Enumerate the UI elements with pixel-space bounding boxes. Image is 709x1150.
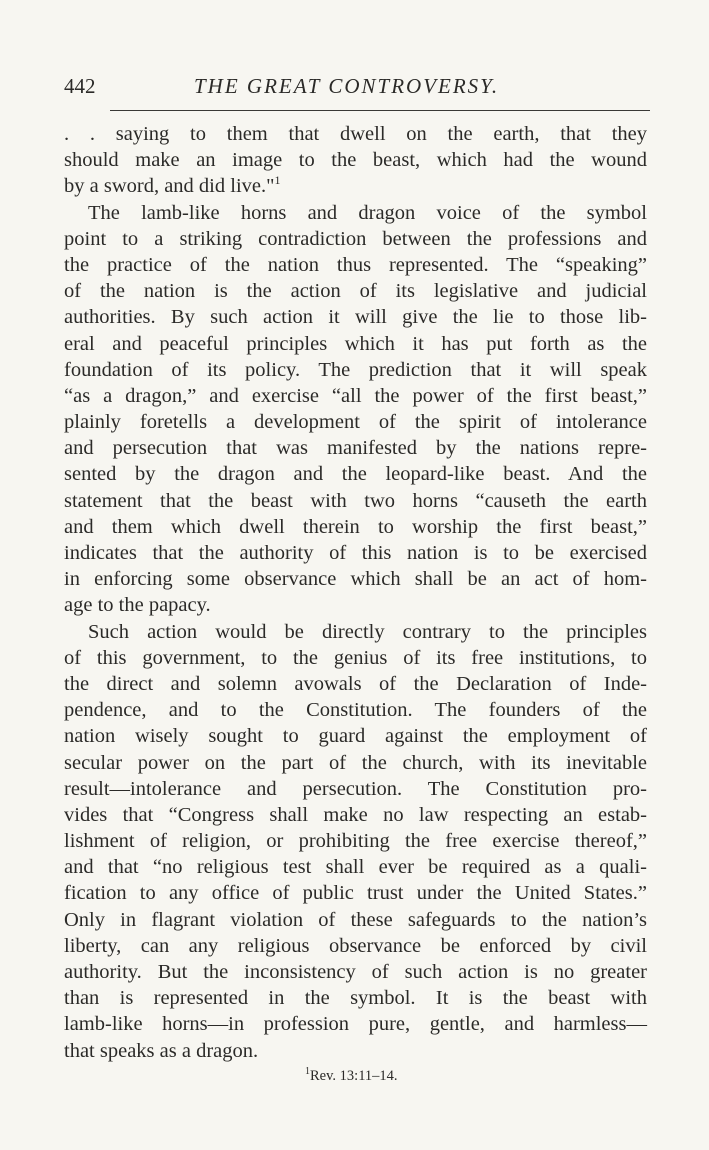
text-line: lishment of religion, or prohibiting the free exercise thereof,” — [64, 830, 647, 853]
text-line: that speaks as a dragon. — [64, 1039, 259, 1062]
text-line: Such action would be directly contrary to the principles — [88, 620, 647, 643]
running-title: THE GREAT CONTROVERSY. — [194, 74, 500, 98]
text-line: nation wisely sought to guard against the employment of — [64, 725, 647, 748]
text-line: pendence, and to the Constitution. The founders of the — [64, 699, 647, 722]
text-line: and persecution that was manifested by the nations repre- — [64, 437, 647, 460]
text-line: result—intolerance and persecution. The Constitution pro- — [64, 777, 647, 800]
text-line: Only in flagrant violation of these safeguards to the nation’s — [64, 908, 647, 931]
text-line-content: by a sword, and did live." — [64, 175, 275, 198]
text-line: foundation of its policy. The prediction that it will speak — [64, 358, 647, 381]
text-line: plainly foretells a development of the spirit of intolerance — [64, 411, 647, 434]
text-line: vides that “Congress shall make no law respecting an estab- — [64, 803, 647, 826]
footnote-number: 1 — [305, 1066, 310, 1078]
text-line: lamb-like horns—in profession pure, gentle, and harmless— — [64, 1013, 647, 1036]
text-line: authorities. By such action it will give the lie to those lib- — [64, 306, 647, 329]
text-line — [64, 173, 647, 199]
text-line: The lamb-like horns and dragon voice of the symbol — [88, 201, 647, 224]
body-text — [64, 121, 647, 1064]
page-number: 442 — [64, 74, 96, 98]
text-line: secular power on the part of the church, with its inevitable — [64, 751, 647, 774]
text-line: authority. But the inconsistency of such action is no greater — [64, 961, 647, 983]
running-head — [64, 74, 650, 104]
text-line: fication to any office of public trust under the United States.” — [64, 882, 647, 905]
text-line: indicates that the authority of this nation is to be exercised — [64, 542, 647, 564]
text-line: point to a striking contradiction between the professions and — [64, 227, 647, 250]
text-line: should make an image to the beast, which had the wound — [64, 149, 647, 172]
text-line: . . saying to them that dwell on the earth, that they — [64, 123, 647, 145]
text-line: sented by the dragon and the leopard-like beast. And the — [64, 463, 647, 486]
footnote-text: Rev. 13:11–14. — [310, 1068, 398, 1084]
text-line: eral and peaceful principles which it has put forth as the — [64, 332, 647, 355]
text-line: liberty, can any religious observance be enforced by civil — [64, 934, 647, 957]
text-line: statement that the beast with two horns “causeth the earth — [64, 489, 647, 512]
text-line: age to the papacy. — [64, 594, 211, 617]
text-line: and that “no religious test shall ever be required as a quali- — [64, 856, 647, 879]
text-line: the direct and solemn avowals of the Declaration of Inde- — [64, 672, 647, 695]
text-line: of the nation is the action of its legislative and judicial — [64, 280, 647, 303]
header-rule — [110, 110, 650, 111]
text-line: than is represented in the symbol. It is the beast with — [64, 987, 647, 1010]
footnote-marker: 1 — [274, 173, 281, 188]
text-line: in enforcing some observance which shall be an act of hom- — [64, 568, 647, 591]
footnote — [305, 1068, 398, 1085]
text-line: of this government, to the genius of its free institutions, to — [64, 646, 647, 669]
text-line: and them which dwell therein to worship the first beast,” — [64, 515, 647, 538]
text-line: “as a dragon,” and exercise “all the power of the first beast,” — [64, 384, 647, 407]
text-line: the practice of the nation thus represented. The “speaking” — [64, 253, 647, 276]
